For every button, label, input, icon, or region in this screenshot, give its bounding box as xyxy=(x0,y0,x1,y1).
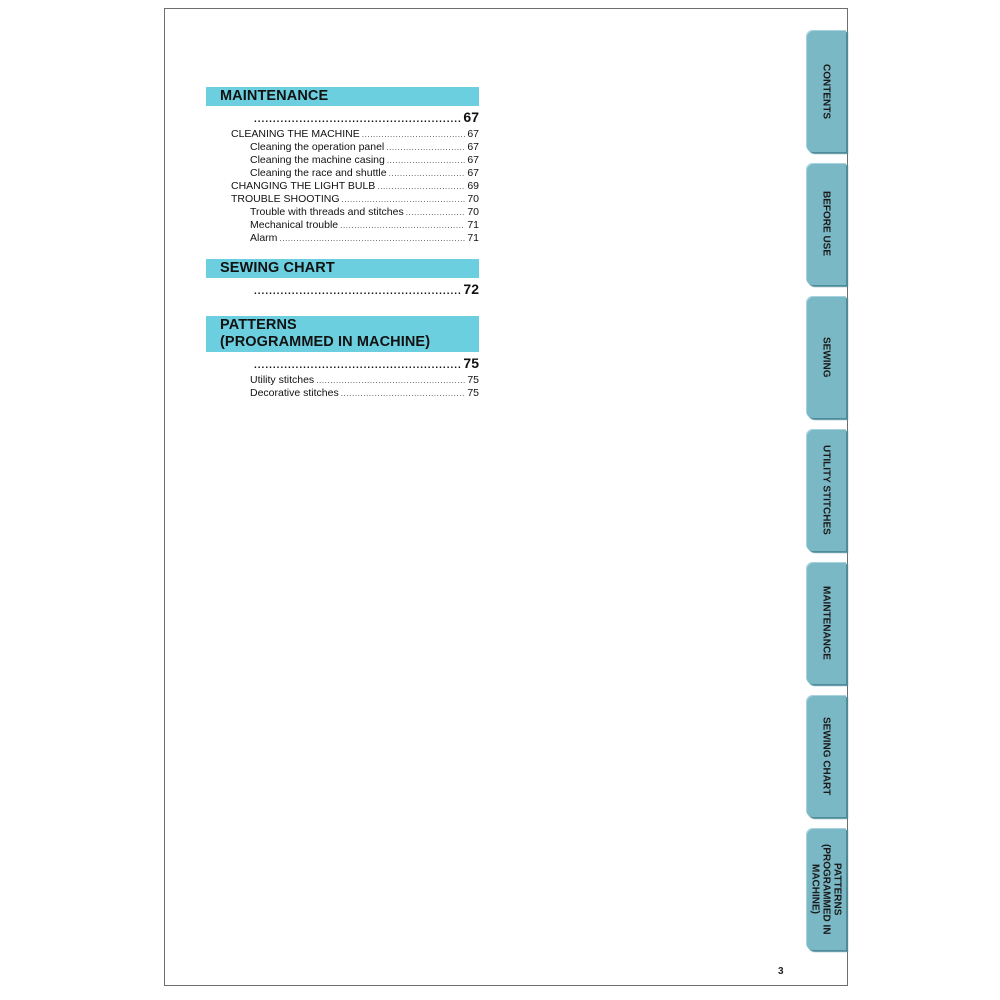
tab-sewing[interactable] xyxy=(806,296,846,418)
toc-entry-label: CHANGING THE LIGHT BULB xyxy=(231,180,376,192)
tab-label: SEWING CHART xyxy=(820,716,832,796)
section-header-patterns xyxy=(206,316,479,352)
dot-leader xyxy=(316,374,465,387)
tab-label: PATTERNS (PROGRAMMED IN MACHINE) xyxy=(809,843,843,935)
tab-label: UTILITY STITCHES xyxy=(820,445,832,535)
toc-entry[interactable] xyxy=(231,180,479,193)
toc-entry[interactable] xyxy=(250,154,479,167)
section-page-ref xyxy=(254,355,479,374)
toc-entry-page: 67 xyxy=(467,128,479,140)
toc-entry[interactable] xyxy=(231,128,479,141)
toc-entry-page: 67 xyxy=(467,167,479,179)
toc-entry-label: Cleaning the machine casing xyxy=(250,154,385,166)
toc-entry-label: Decorative stitches xyxy=(250,387,339,399)
dot-leader xyxy=(386,141,465,154)
toc-entry[interactable] xyxy=(250,232,479,245)
toc-entry[interactable] xyxy=(250,374,479,387)
dot-leader xyxy=(389,167,466,180)
tab-maintenance[interactable] xyxy=(806,562,846,684)
tab-patterns[interactable] xyxy=(806,828,846,950)
toc-entry[interactable] xyxy=(250,387,479,400)
toc-entry-page: 67 xyxy=(467,141,479,153)
toc-entry-page: 67 xyxy=(467,154,479,166)
toc-entry-label: CLEANING THE MACHINE xyxy=(231,128,360,140)
toc-entry-page: 75 xyxy=(467,387,479,399)
dot-leader xyxy=(342,193,466,206)
toc-entry-page: 71 xyxy=(467,219,479,231)
dot-leader xyxy=(406,206,466,219)
tab-before-use[interactable] xyxy=(806,163,846,285)
dot-leader xyxy=(254,358,461,374)
toc-entry-label: Cleaning the operation panel xyxy=(250,141,385,153)
toc-entry-page: 70 xyxy=(467,206,479,218)
dot-leader xyxy=(254,284,461,300)
section-title-line: PATTERNS xyxy=(220,317,297,333)
toc-section-patterns xyxy=(206,316,479,400)
dot-leader xyxy=(362,128,466,141)
section-page-number: 75 xyxy=(463,355,479,371)
dot-leader xyxy=(341,387,466,400)
tab-label: MAINTENANCE xyxy=(820,586,832,660)
toc-entry[interactable] xyxy=(250,219,479,232)
toc-entry[interactable] xyxy=(250,206,479,219)
toc-entry-label: Alarm xyxy=(250,232,278,244)
tab-label: BEFORE USE xyxy=(820,191,832,257)
toc-entry-page: 70 xyxy=(467,193,479,205)
tab-label: CONTENTS xyxy=(820,63,832,119)
toc-section-sewing-chart xyxy=(206,259,479,300)
toc-entry-label: TROUBLE SHOOTING xyxy=(231,193,340,205)
section-page-ref xyxy=(254,109,479,128)
toc-entry-label: Utility stitches xyxy=(250,374,315,386)
dot-leader xyxy=(254,112,461,128)
dot-leader xyxy=(279,232,465,245)
toc-entry[interactable] xyxy=(250,167,479,180)
tab-label: SEWING xyxy=(820,336,832,378)
tab-contents[interactable] xyxy=(806,30,846,152)
tab-utility-stitches[interactable] xyxy=(806,429,846,551)
toc-entry-label: Trouble with threads and stitches xyxy=(250,206,404,218)
toc-entry-label: Mechanical trouble xyxy=(250,219,339,231)
toc-entry-page: 69 xyxy=(467,180,479,192)
section-page-number: 72 xyxy=(463,281,479,297)
toc-entry[interactable] xyxy=(250,141,479,154)
dot-leader xyxy=(387,154,465,167)
section-page-number: 67 xyxy=(463,109,479,125)
dot-leader xyxy=(377,180,465,193)
toc-entry[interactable] xyxy=(231,193,479,206)
toc-entry-page: 71 xyxy=(467,232,479,244)
dot-leader xyxy=(340,219,465,232)
section-title-line: (PROGRAMMED IN MACHINE) xyxy=(220,334,431,350)
section-header-sewing-chart: SEWING CHART xyxy=(206,259,479,278)
toc-entry-label: Cleaning the race and shuttle xyxy=(250,167,387,179)
section-page-ref xyxy=(254,281,479,300)
section-header-maintenance: MAINTENANCE xyxy=(206,87,479,106)
toc-entry-page: 75 xyxy=(467,374,479,386)
tab-sewing-chart[interactable] xyxy=(806,695,846,817)
toc-section-maintenance xyxy=(206,87,479,245)
page-number: 3 xyxy=(778,966,784,977)
